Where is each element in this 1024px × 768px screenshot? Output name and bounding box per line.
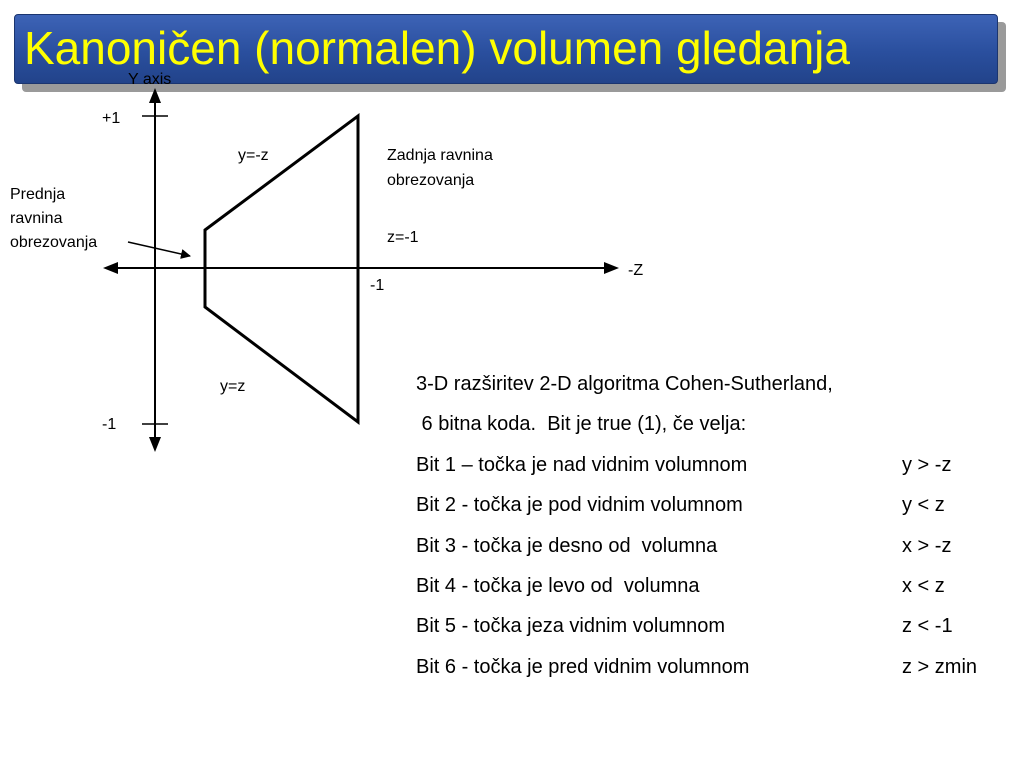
tick-minus-one-z-label: -1 bbox=[370, 277, 385, 294]
y-axis-label: Y axis bbox=[128, 71, 172, 88]
bit-rule-1-text: Bit 1 – točka je nad vidnim volumnom bbox=[416, 454, 748, 476]
lower-edge-label: y=z bbox=[220, 378, 246, 395]
front-plane-label-line3: obrezovanja bbox=[10, 234, 98, 251]
back-plane-label-line1: Zadnja ravnina bbox=[387, 147, 493, 164]
bit-rule-2-text: Bit 2 - točka je pod vidnim volumnom bbox=[416, 494, 743, 516]
bit-rule-5-condition: z < -1 bbox=[902, 615, 953, 637]
front-plane-label-line1: Prednja bbox=[10, 186, 66, 203]
z-axis-arrow-left-icon bbox=[103, 262, 118, 274]
slide-title: Kanoničen (normalen) volumen gledanja bbox=[24, 22, 850, 74]
description-line-1: 3-D razširitev 2-D algoritma Cohen-Sutherland, bbox=[416, 373, 833, 395]
tick-plus-one-label: +1 bbox=[102, 110, 121, 127]
z-axis-arrow-right-icon bbox=[604, 262, 619, 274]
bit-rule-2-condition: y < z bbox=[902, 494, 945, 516]
tick-minus-one-y-label: -1 bbox=[102, 416, 117, 433]
bit-rule-4-condition: x < z bbox=[902, 575, 945, 597]
bit-rule-3-text: Bit 3 - točka je desno od volumna bbox=[416, 535, 718, 557]
bit-rule-1-condition: y > -z bbox=[902, 454, 952, 476]
bit-rule-6-text: Bit 6 - točka je pred vidnim volumnom bbox=[416, 656, 750, 678]
bit-rule-6-condition: z > zmin bbox=[902, 656, 978, 678]
y-axis-arrow-up-icon bbox=[149, 88, 161, 103]
bit-rule-3-condition: x > -z bbox=[902, 535, 952, 557]
front-plane-pointer-arrow bbox=[128, 242, 190, 256]
back-plane-label-line2: obrezovanja bbox=[387, 172, 475, 189]
y-axis-arrow-down-icon bbox=[149, 437, 161, 452]
description-line-2: 6 bitna koda. Bit je true (1), če velja: bbox=[416, 413, 747, 435]
upper-edge-label: y=-z bbox=[238, 147, 269, 164]
back-plane-equation: z=-1 bbox=[387, 229, 419, 246]
bit-rule-5-text: Bit 5 - točka jeza vidnim volumnom bbox=[416, 615, 726, 637]
z-axis-label: -Z bbox=[628, 262, 644, 279]
front-plane-label-line2: ravnina bbox=[10, 210, 63, 227]
bit-rule-4-text: Bit 4 - točka je levo od volumna bbox=[416, 575, 700, 597]
